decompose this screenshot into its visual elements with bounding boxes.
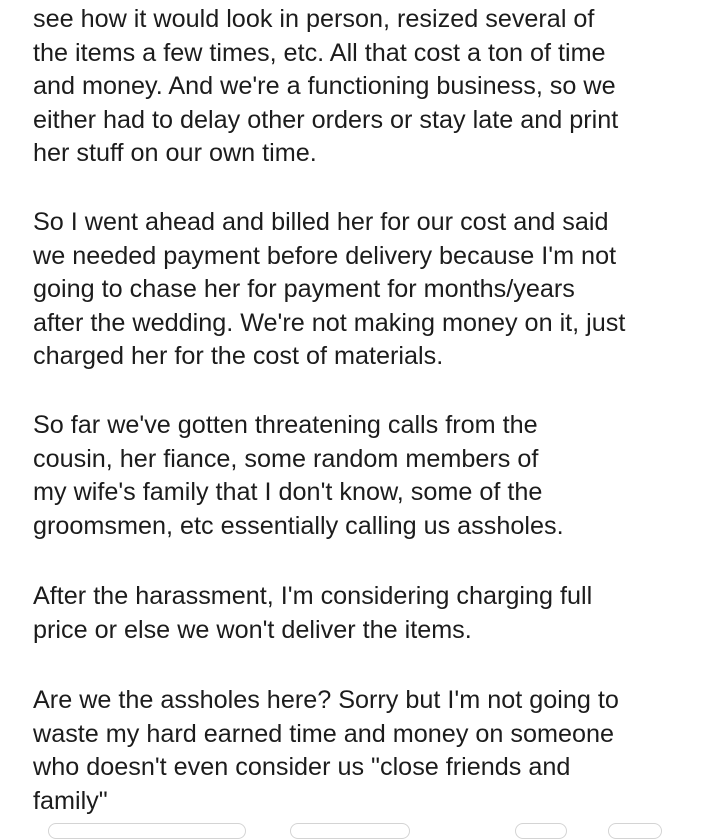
paragraph-cost-explanation: [33, 3, 618, 171]
paragraph-question: [33, 684, 619, 818]
text-line: waste my hard earned time and money on someone: [33, 719, 615, 748]
text-line: we needed payment before delivery because I'm not: [33, 241, 617, 270]
text-line: my wife's family that I don't know, some of the: [33, 478, 543, 506]
text-line: the items a few times, etc. All that cost a ton of time: [33, 38, 606, 67]
text-line: After the harassment, I'm considering charging full: [33, 582, 593, 610]
text-line: groomsmen, etc essentially calling us assholes.: [33, 511, 564, 540]
text-line: going to chase her for payment for months/years: [33, 275, 575, 303]
text-line: see how it would look in person, resized several of: [33, 5, 595, 33]
award-button[interactable]: [515, 823, 567, 839]
text-line: family": [33, 786, 108, 815]
comment-button[interactable]: [290, 823, 410, 839]
text-line: cousin, her fiance, some random members of: [33, 444, 539, 473]
text-line: and money. And we're a functioning business, so we: [33, 72, 616, 100]
text-line: who doesn't even consider us "close friends and: [33, 753, 571, 781]
text-line: after the wedding. We're not making money on it, just: [33, 308, 626, 337]
text-line: Are we the assholes here? Sorry but I'm not going to: [33, 686, 619, 714]
paragraph-harassment: [33, 580, 592, 647]
vote-button[interactable]: [48, 823, 246, 839]
text-line: charged her for the cost of materials.: [33, 342, 444, 370]
paragraph-billing: [33, 206, 625, 374]
text-line: either had to delay other orders or stay late and print: [33, 105, 619, 134]
share-button[interactable]: [608, 823, 662, 839]
action-bar: [0, 823, 720, 829]
text-line: her stuff on our own time.: [33, 139, 317, 167]
text-line: price or else we won't deliver the items.: [33, 615, 472, 644]
text-line: So I went ahead and billed her for our cost and said: [33, 208, 609, 236]
text-line: So far we've gotten threatening calls from the: [33, 411, 538, 439]
paragraph-threats: [33, 409, 564, 543]
